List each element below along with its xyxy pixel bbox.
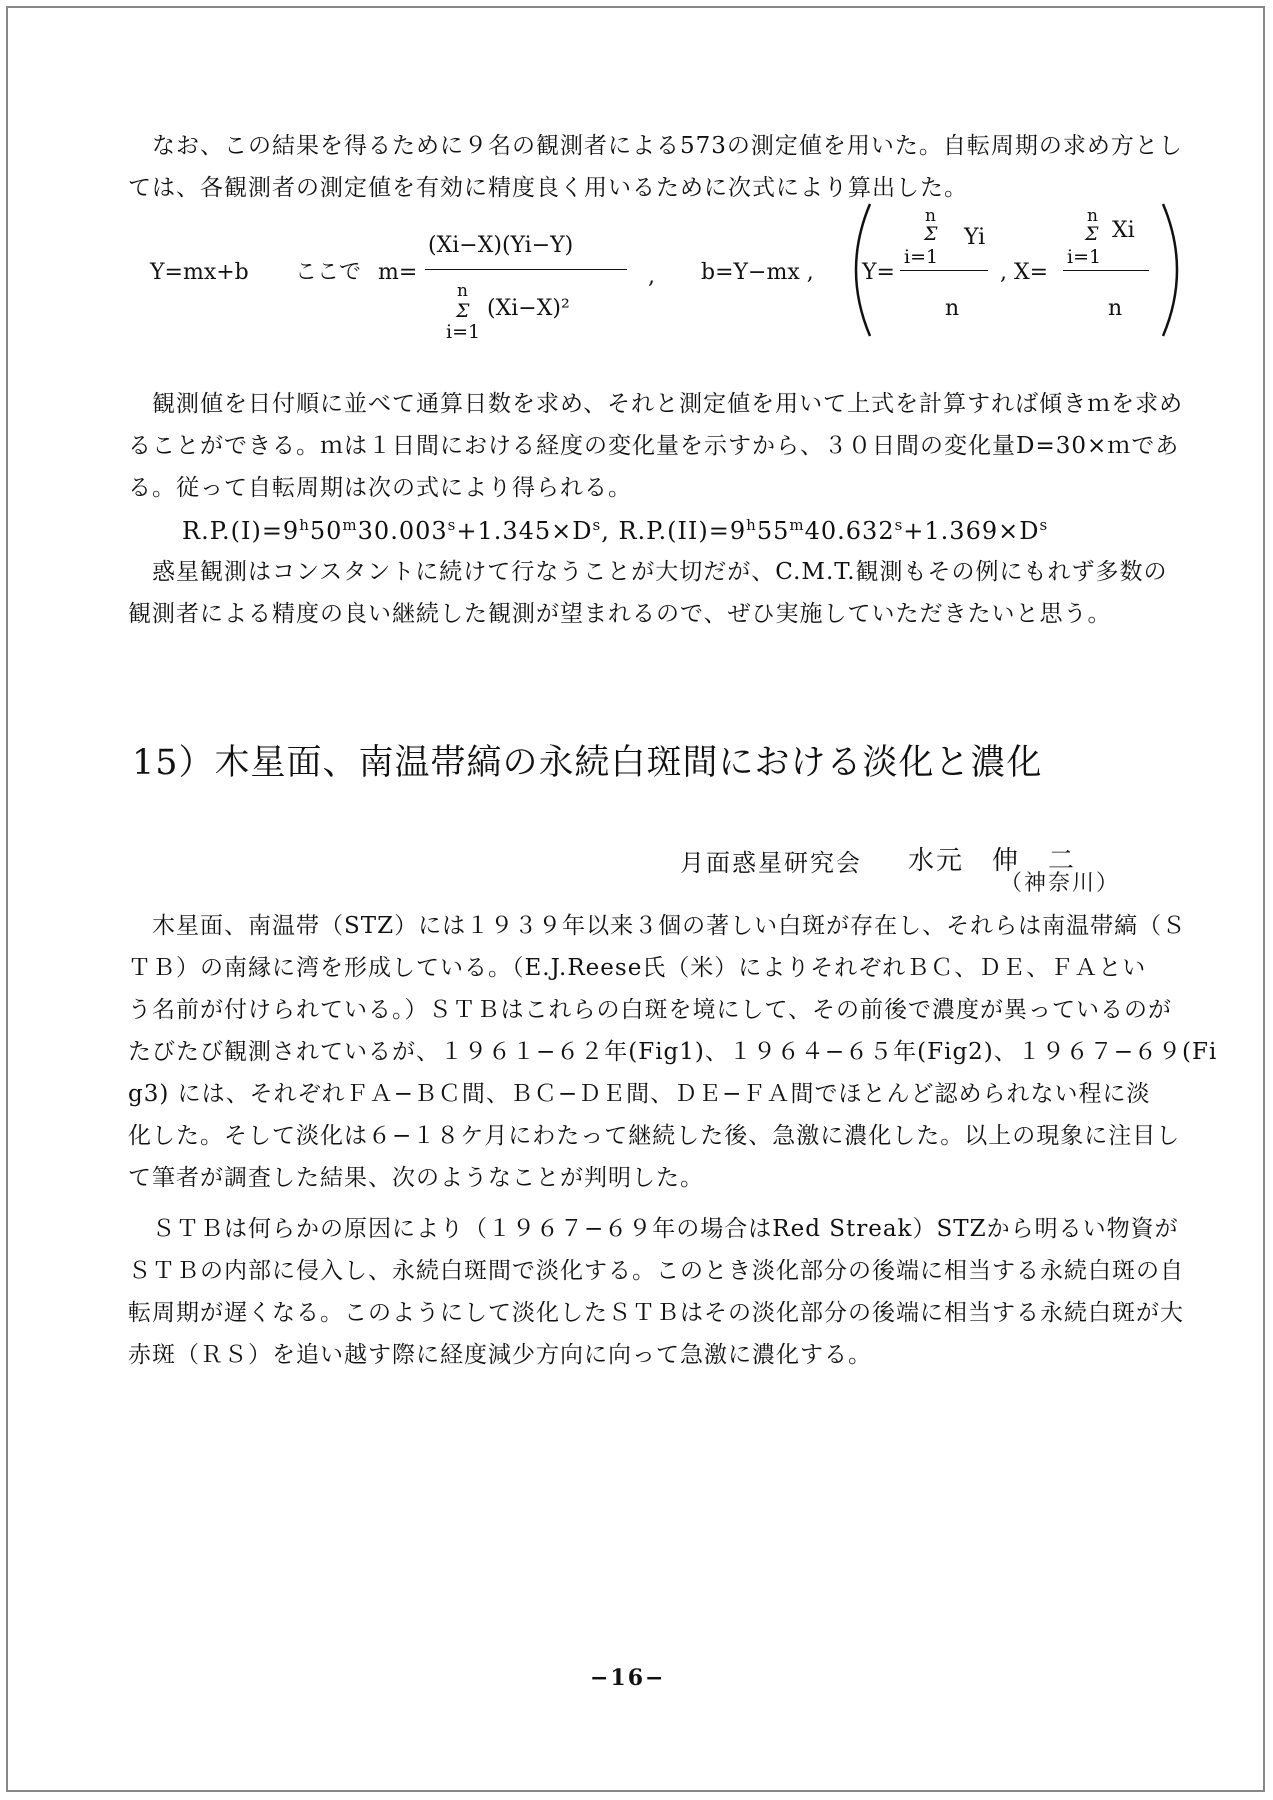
text-line: g3) には、それぞれＦＡ−ＢＣ間、ＢＣ−ＤＥ間、ＤＥ−ＦＡ間でほとんど認められない程に淡: [128, 1081, 1151, 1107]
formula-denominator-n: n: [1108, 296, 1123, 321]
closing-paragraph: [128, 551, 1168, 635]
sum-upper-limit: n: [1087, 206, 1098, 226]
text-line: 転周期が遅くなる。このようにして淡化したＳＴＢはその淡化部分の後端に相当する永続白斑が大: [128, 1300, 1184, 1326]
formula-kokode: ここで: [295, 260, 362, 285]
text-line: たびたび観測されているが、１９６１−６２年(Fig1)、１９６４−６５年(Fig2)、１９６７−６９(Fi: [128, 1039, 1218, 1065]
formula-denominator-n: n: [945, 296, 960, 321]
formula-xbar-eq: , X=: [1000, 260, 1049, 285]
method-paragraph: [128, 383, 1184, 509]
fraction-bar: [1063, 270, 1149, 271]
formula-xbar-numerator: Xi: [1112, 218, 1135, 243]
text-line: 惑星観測はコンスタントに続けて行なうことが大切だが、C.M.T.観測もその例にもれず多数の: [152, 559, 1168, 585]
text-line: ＴＢ）の南縁に湾を形成している。（E.J.Reese氏（米）によりそれぞれＢＣ、ＤＥ、ＦＡとい: [128, 955, 1147, 981]
text-line: ＳＴＢの内部に侵入し、永続白斑間で淡化する。このとき淡化部分の後端に相当する永続白斑の自: [128, 1258, 1184, 1284]
sum-symbol: Σ: [924, 223, 938, 245]
formula-y-eq: Y=mx+b: [150, 260, 249, 285]
author-name: 水元 伸 二: [908, 846, 1077, 876]
sum-lower-limit: i=1: [904, 246, 939, 268]
author-location: （神奈川）: [1000, 871, 1121, 896]
text-line: ることができる。ｍは１日間における経度の変化量を示すから、３０日間の変化量D=30×ｍであ: [128, 433, 1180, 459]
text-line: ＳＴＢは何らかの原因により（１９６７−６９年の場合はRed Streak）STZから明るい物資が: [152, 1216, 1179, 1242]
formula-m-eq: m=: [378, 260, 418, 285]
formula-m-denominator: (Xi−X)²: [487, 296, 570, 321]
formula-ybar-eq: Y=: [862, 260, 895, 285]
author-affiliation: 月面惑星研究会: [680, 849, 862, 877]
sum-symbol: Σ: [456, 300, 470, 322]
formula-m-numerator: (Xi−X)(Yi−Y): [428, 233, 574, 258]
page-number: −16−: [590, 1665, 666, 1691]
formula-b-eq: b=Y−mx ,: [701, 260, 814, 285]
text-line: う名前が付けられている。）ＳＴＢはこれらの白斑を境にして、その前後で濃度が異っているのが: [128, 997, 1173, 1023]
text-line: 化した。そして淡化は６−１８ケ月にわたって継続した後、急激に濃化した。以上の現象に注目し: [128, 1123, 1181, 1149]
section-heading: 15）木星面、南温帯縞の永続白斑間における淡化と濃化: [132, 743, 1043, 783]
sum-upper-limit: n: [457, 281, 468, 301]
fraction-bar: [900, 270, 988, 271]
body-paragraph-2: [128, 1208, 1184, 1376]
text-line: 観測値を日付順に並べて通算日数を求め、それと測定値を用いて上式を計算すれば傾きｍを求め: [152, 391, 1184, 417]
sum-lower-limit: i=1: [446, 321, 481, 343]
intro-paragraph: [128, 125, 1183, 209]
sum-symbol: Σ: [1085, 223, 1099, 245]
text-line: 木星面、南温帯（STZ）には１９３９年以来３個の著しい白斑が存在し、それらは南温帯縞（Ｓ: [152, 913, 1187, 939]
formula-comma: ,: [648, 264, 655, 289]
text-line: なお、この結果を得るために９名の観測者による573の測定値を用いた。自転周期の求め方とし: [152, 133, 1183, 159]
right-bracket: [1155, 200, 1195, 340]
text-line: る。従って自転周期は次の式により得られる。: [128, 475, 632, 501]
text-line: 観測者による精度の良い継続した観測が望まれるので、ぜひ実施していただきたいと思う。: [128, 601, 1112, 627]
fraction-bar: [425, 269, 627, 270]
formula-ybar-numerator: Yi: [964, 225, 986, 250]
text-line: ては、各観測者の測定値を有効に精度良く用いるために次式により算出した。: [128, 175, 968, 201]
text-line: て筆者が調査した結果、次のようなことが判明した。: [128, 1165, 704, 1191]
body-paragraph-1: [128, 905, 1218, 1199]
rotation-period-formula: $R.P.(I)=9^h50^m30.003^s+1.345\times D^s$, $R.P.(II)=9^h55^m40.632^s+1.369\times D^s$: [182, 516, 1049, 545]
sum-upper-limit: n: [925, 206, 936, 226]
text-line: 赤斑（ＲＳ）を追い越す際に経度減少方向に向って急激に濃化する。: [128, 1342, 872, 1368]
sum-lower-limit: i=1: [1067, 246, 1102, 268]
